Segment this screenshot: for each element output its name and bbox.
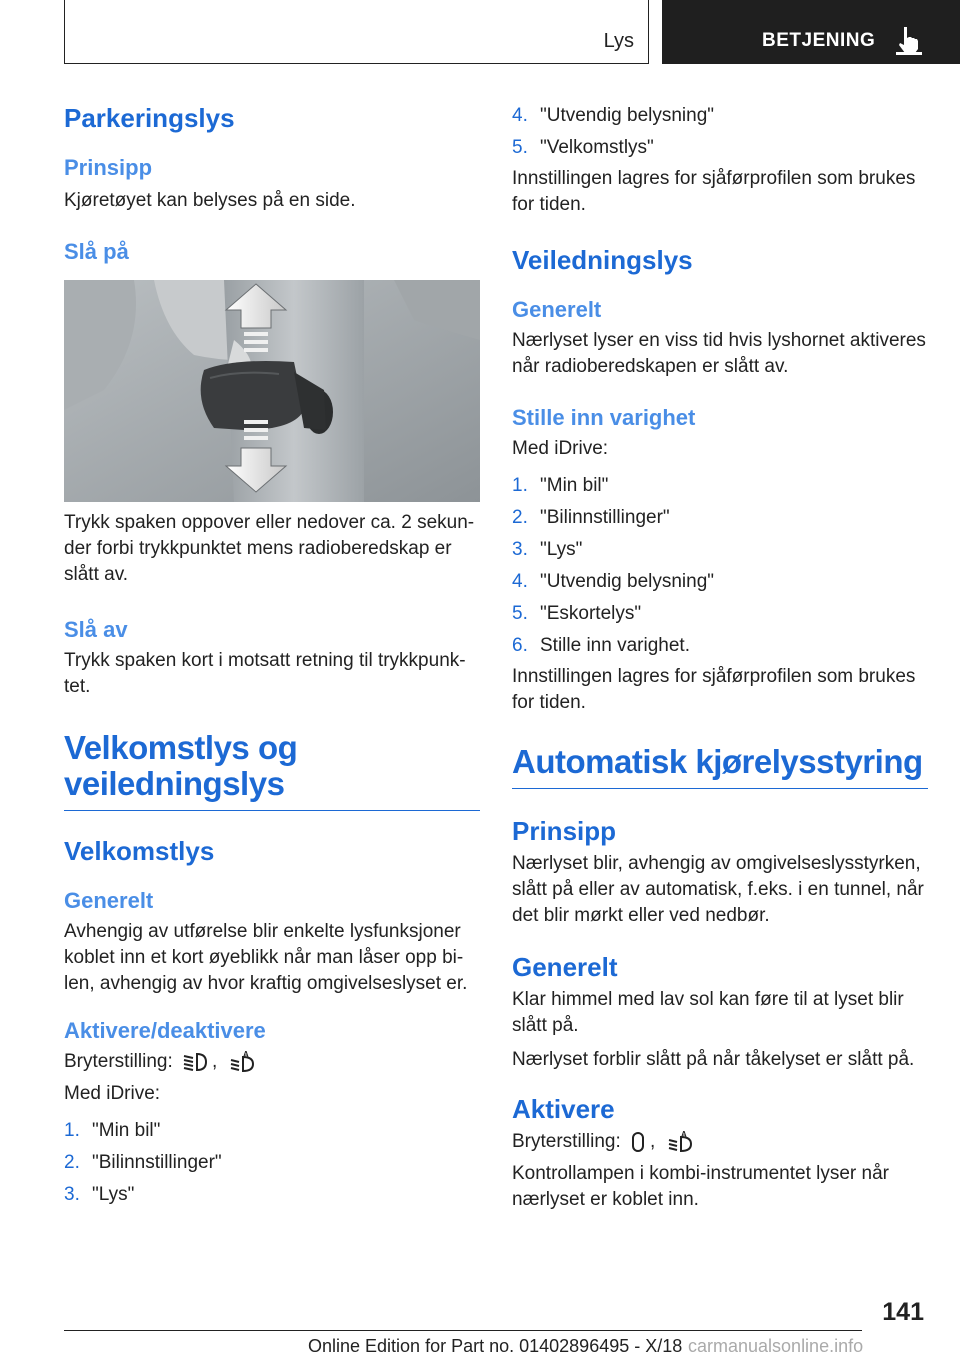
left-step-list	[64, 1115, 480, 1211]
list-item: 4. "Utvendig belysning"	[512, 105, 715, 126]
light-off-icon	[630, 1131, 646, 1153]
heading-generelt-auto: Generelt	[512, 952, 618, 982]
heading-parkeringslys: Parkeringslys	[64, 103, 235, 133]
hand-pointer-icon	[896, 25, 922, 55]
list-item: 5. "Eskortelys"	[512, 603, 642, 624]
footer-edition: Online Edition for Part no. 01402896495 - X/18	[308, 1336, 683, 1356]
prinsipp-auto-text: Nærlyset blir, avhengig av omgivelseslysstyrken, slått på eller av automatisk, f.eks. i en tunnel, når det blir mørkt eller ved nedbør.	[512, 853, 924, 926]
bryterstilling-line	[64, 1049, 480, 1075]
heading-generelt: Generelt	[64, 888, 154, 913]
heading-automatisk-kjorelysstyring: Automatisk kjørelysstyring	[512, 744, 928, 789]
bryter-separator: ,	[650, 1131, 656, 1152]
prinsipp-text: Kjøretøyet kan belyses på en side.	[64, 190, 356, 211]
header-chapter-title: BETJENING	[762, 30, 876, 51]
header-chapter-box	[662, 0, 960, 64]
list-item: 4. "Utvendig belysning"	[512, 571, 715, 592]
list-item: 3. "Lys"	[64, 1184, 135, 1205]
list-item: 2. "Bilinnstillinger"	[512, 507, 670, 528]
generelt-auto-text-1: Klar himmel med lav sol kan føre til at lyset blir slått på.	[512, 989, 904, 1036]
list-item: 1. "Min bil"	[64, 1120, 161, 1141]
generelt-auto-text-2: Nærlyset forblir slått på når tåkelyset er slått på.	[512, 1049, 915, 1070]
heading-velkomst-veiledning: Velkomstlys og veiledningslys	[64, 730, 480, 811]
heading-generelt-veiledning: Generelt	[512, 297, 602, 322]
list-item: 6. Stille inn varighet.	[512, 635, 690, 656]
low-beam-light-icon	[182, 1051, 208, 1073]
heading-stille-inn-varighet: Stille inn varighet	[512, 405, 696, 430]
heading-aktivere: Aktivere	[512, 1094, 615, 1124]
auto-light-icon	[227, 1051, 255, 1073]
svg-text:A: A	[680, 1130, 687, 1139]
heading-aktivere-deaktivere: Aktivere/deaktivere	[64, 1018, 266, 1043]
slaa-paa-text: Trykk spaken oppover eller nedover ca. 2 sekun-der forbi trykkpunktet mens radioberedskap er slått av.	[64, 512, 475, 585]
veiledning-generelt-text: Nærlyset lyser en viss tid hvis lyshornet aktiveres når radioberedskapen er slått av.	[512, 330, 926, 377]
slaa-av-text: Trykk spaken kort i motsatt retning til trykkpunk-tet.	[64, 650, 466, 697]
bryter-separator: ,	[212, 1051, 218, 1072]
right-step-list-cont	[512, 100, 928, 164]
footer-divider	[64, 1330, 862, 1331]
heading-prinsipp-auto: Prinsipp	[512, 816, 617, 846]
list-item: 1. "Min bil"	[512, 475, 609, 496]
header-section-box	[64, 0, 649, 64]
footer-watermark: carmanualsonline.info	[688, 1336, 864, 1356]
list-item: 5. "Velkomstlys"	[512, 137, 654, 158]
list-item: 2. "Bilinnstillinger"	[64, 1152, 222, 1173]
heading-slaa-paa: Slå på	[64, 239, 129, 264]
list-item: 3. "Lys"	[512, 539, 583, 560]
left-column	[64, 100, 480, 1211]
idrive-label: Med iDrive:	[64, 1083, 161, 1104]
generelt-text: Avhengig av utførelse blir enkelte lysfunksjoner koblet inn et kort øyeblikk når man låser opp bi-len, avhengig av hvor kraftig omgivelseslyset er.	[64, 921, 468, 994]
bryterstilling-label: Bryterstilling:	[64, 1051, 173, 1072]
heading-veiledningslys: Veiledningslys	[512, 245, 693, 275]
lagres-text-1: Innstillingen lagres for sjåførprofilen som brukes for tiden.	[512, 168, 916, 215]
bryterstilling-line-right	[512, 1129, 928, 1155]
stalk-lever-photo	[64, 280, 480, 502]
heading-velkomstlys: Velkomstlys	[64, 836, 215, 866]
heading-slaa-av: Slå av	[64, 617, 128, 642]
auto-light-icon	[665, 1131, 693, 1153]
heading-prinsipp: Prinsipp	[64, 155, 153, 180]
kontrollampe-text: Kontrollampen i kombi-instrumentet lyser når nærlyset er koblet inn.	[512, 1163, 889, 1210]
lagres-text-2: Innstillingen lagres for sjåførprofilen som brukes for tiden.	[512, 666, 916, 713]
page-number: 141	[882, 1298, 924, 1326]
idrive-label-right: Med iDrive:	[512, 438, 609, 459]
svg-text:A: A	[242, 1050, 249, 1059]
right-column	[512, 100, 928, 1213]
bryterstilling-label: Bryterstilling:	[512, 1131, 621, 1152]
right-step-list	[512, 470, 928, 662]
header-section-title: Lys	[603, 30, 634, 52]
